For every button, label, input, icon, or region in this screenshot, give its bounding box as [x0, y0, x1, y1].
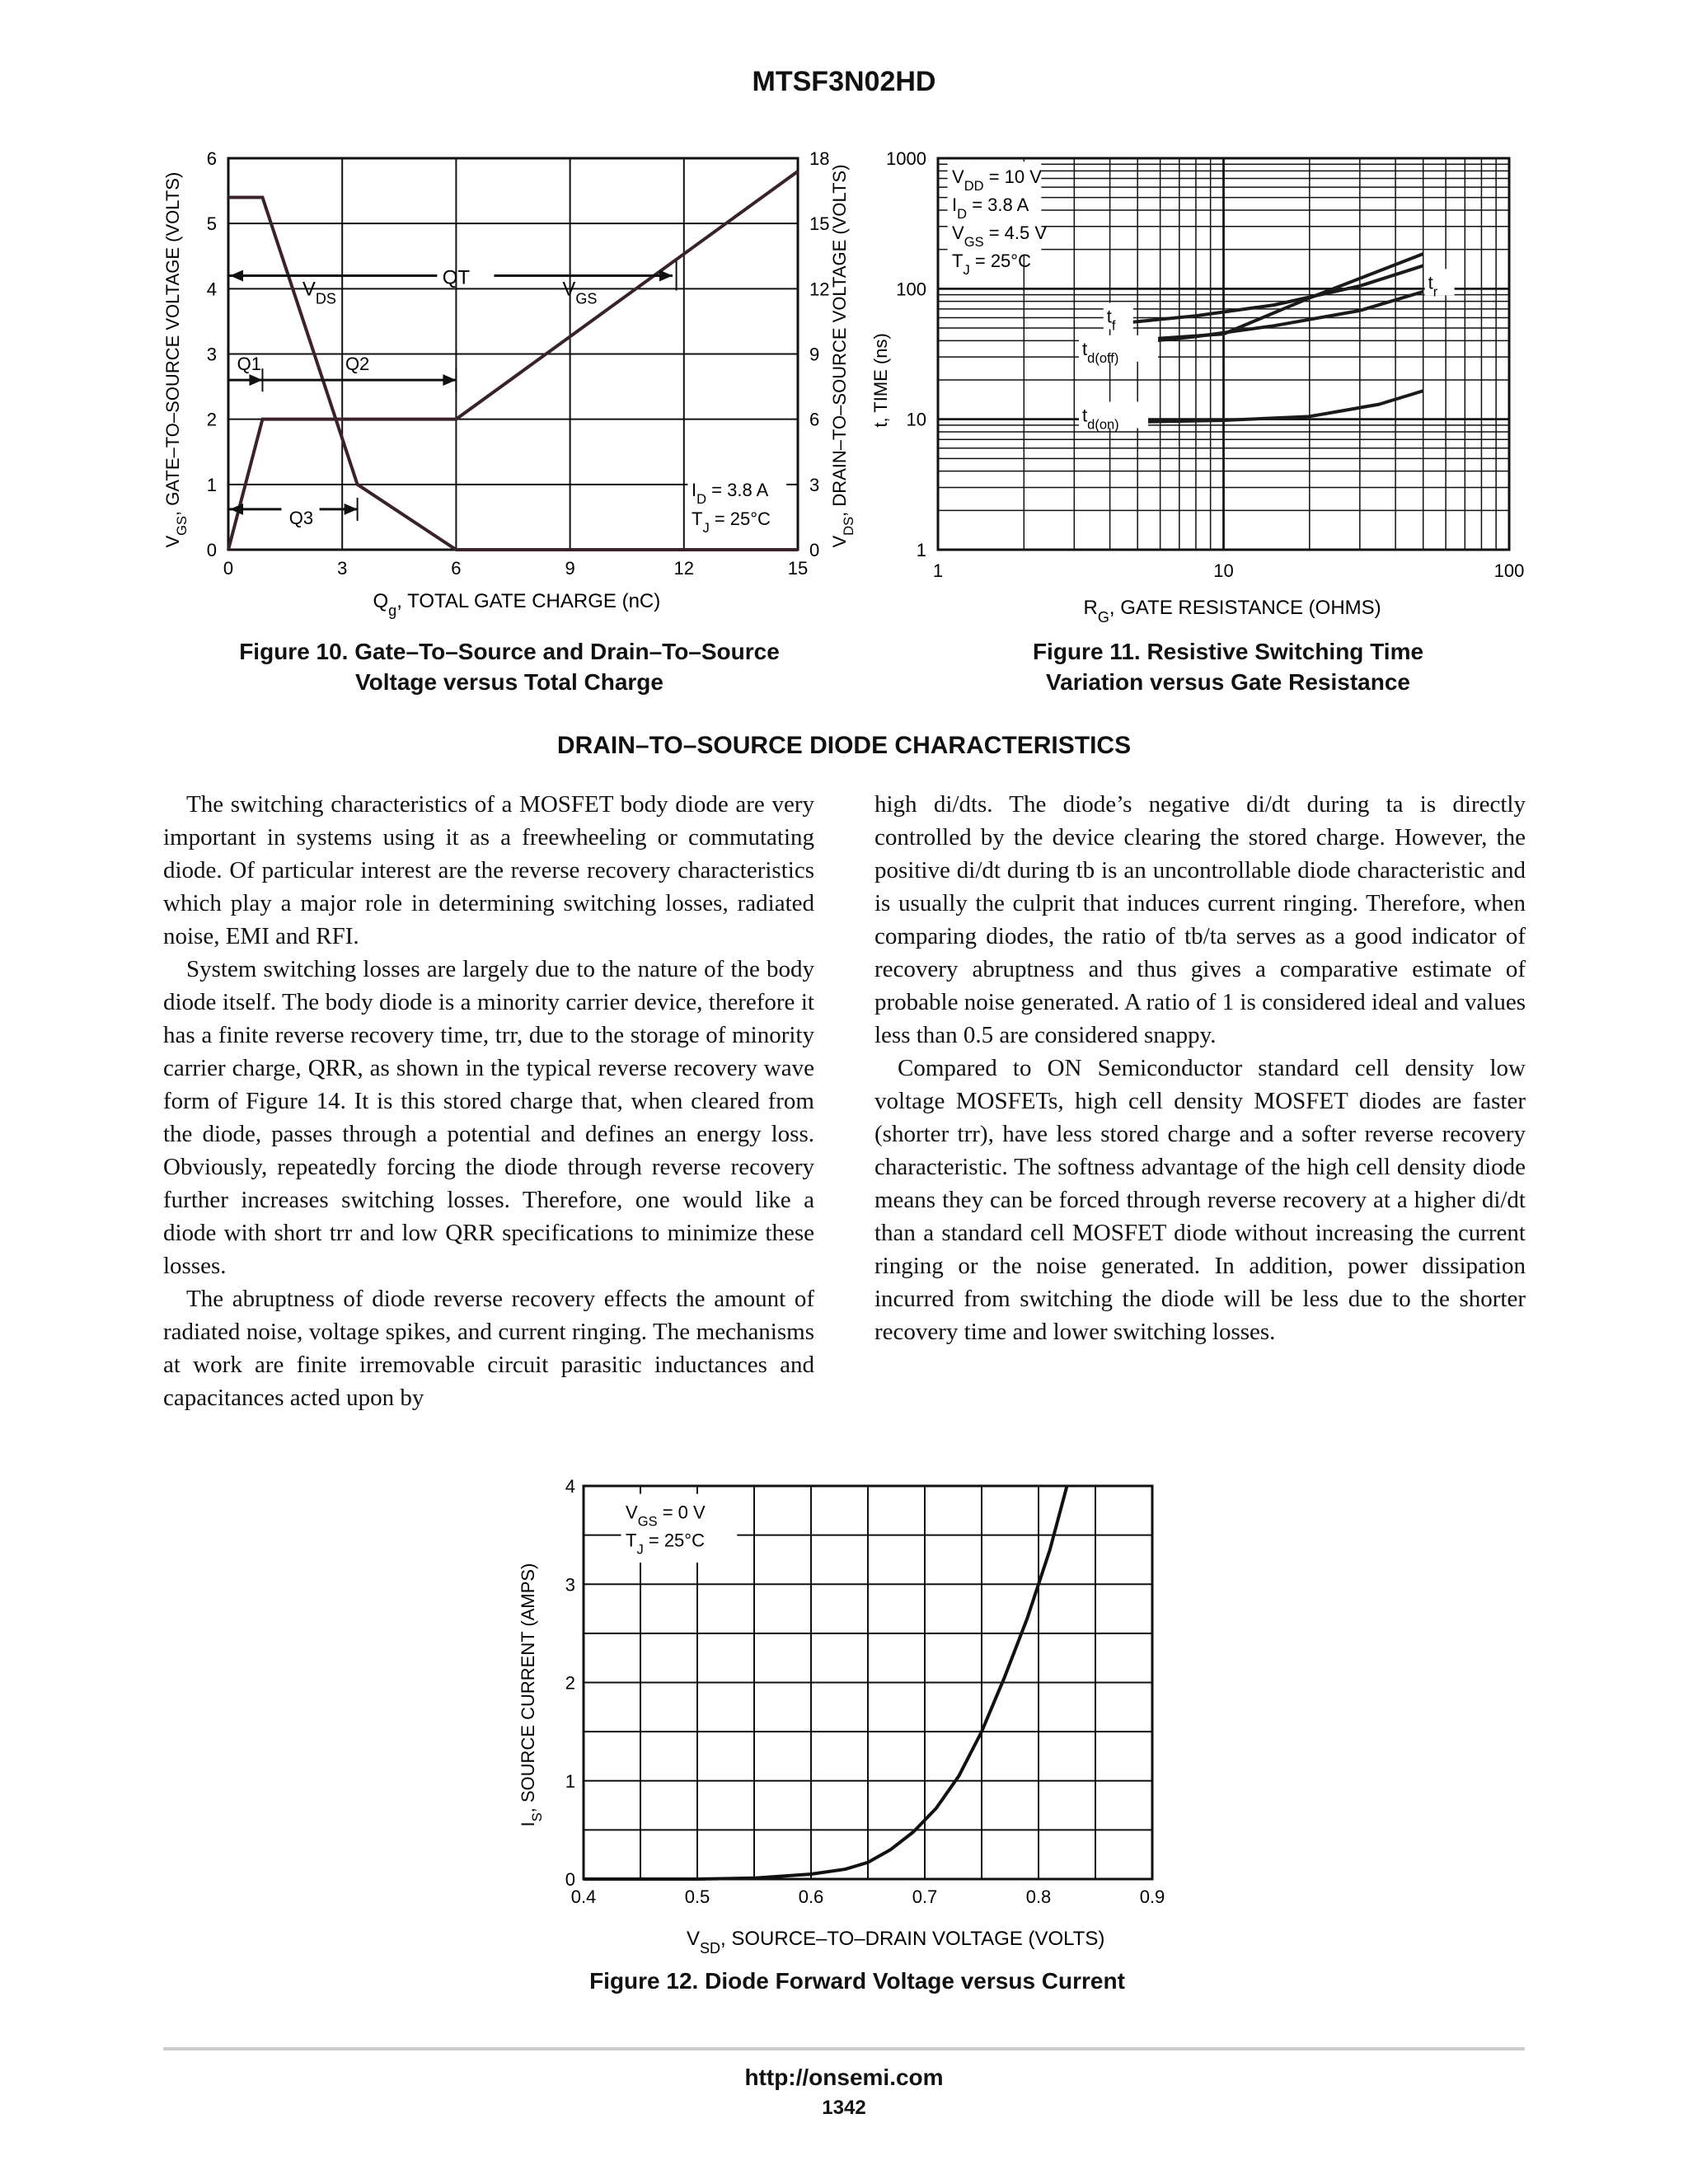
q1-label: Q1 — [237, 354, 262, 375]
condition-id: $I_D = 3.8$ A — [692, 480, 769, 508]
x-tick-label: 0.6 — [798, 1886, 824, 1907]
y-tick-label: 1000 — [886, 148, 926, 169]
paragraph: Compared to ON Semiconductor standard cell density low voltage MOSFETs, high cell density MOSFET diodes are faster (shorter trr), have less stored charge and a softer reverse recovery characteristic. The softness advantage of the high cell density diode means they can be forced through reverse recovery at a higher di/dt than a standard cell MOSFET diode without increasing the current ringing or the noise generated. In addition, power dissipation incurred from switching the diode will be less due to the shorter recovery time and lower switching losses. — [874, 1055, 1526, 1345]
y2-tick-label: 3 — [809, 474, 820, 495]
section-heading: DRAIN–TO–SOURCE DIODE CHARACTERISTICS — [556, 732, 1132, 759]
condition-line: $V_{GS} = 0$ V — [626, 1502, 706, 1530]
qt-arrowhead-right — [659, 270, 673, 282]
y-axis-label: t, TIME (ns) — [870, 333, 891, 428]
y-tick-label: 6 — [206, 148, 217, 169]
paragraph: The abruptness of diode reverse recovery effects the amount of radiated noise, voltage spikes, and current ringing. The mechanisms at work are finite irremovable circuit parasitic inductances and capacitances acted upon by — [163, 1286, 814, 1411]
x-tick-label: 1 — [932, 560, 944, 581]
body-left-column — [163, 788, 814, 1414]
y-tick-label: 1 — [206, 474, 217, 495]
y-tick-label: 3 — [206, 344, 217, 365]
y2-tick-label: 6 — [809, 409, 820, 430]
condition-tj: $T_J = 25^\circ C$ — [692, 508, 771, 536]
x-tick-label: 9 — [565, 558, 575, 579]
tdoff-label: $t_{d(off)}$ — [1082, 338, 1119, 366]
x-tick-label: 0 — [223, 558, 234, 579]
y-tick-label: 2 — [206, 409, 217, 430]
y-axis-label: $I_S$, SOURCE CURRENT (AMPS) — [518, 1563, 545, 1827]
y-tick-label: 5 — [206, 213, 217, 235]
y-tick-label: 1 — [565, 1770, 575, 1792]
figure-12-caption — [495, 1966, 1220, 1996]
vds-series-label: $V_{DS}$ — [302, 278, 336, 307]
x-axis-label: $Q_g$, TOTAL GATE CHARGE (nC) — [373, 590, 661, 619]
page-number: 1342 — [822, 2097, 866, 2119]
condition-line: $T_J = 25^\circ C$ — [952, 251, 1031, 278]
y-tick-label: 0 — [206, 540, 217, 560]
tdon-label: $t_{d(on)}$ — [1082, 405, 1119, 433]
y-tick-label: 10 — [906, 409, 926, 430]
q1-arrowhead — [249, 374, 262, 386]
vgs-series-label: $V_{GS}$ — [562, 278, 598, 307]
x-tick-label: 10 — [1213, 560, 1234, 581]
page-title: MTSF3N02HD — [752, 66, 936, 97]
y-axis-label-group — [518, 1563, 545, 1827]
paragraph: The switching characteristics of a MOSFET body diode are very important in systems using it as a freewheeling or commutating diode. Of particular interest are the reverse recovery characteristics which play a major role in determining switching losses, radiated noise, EMI and RFI. — [163, 791, 814, 949]
figure-11-chart — [870, 148, 1524, 626]
condition-line: $T_J = 25^\circ C$ — [626, 1530, 705, 1558]
tf-label: $t_f$ — [1106, 306, 1116, 334]
qt-label: QT — [442, 266, 471, 289]
q2-arrowhead — [443, 374, 456, 386]
condition-line: $V_{GS} = 4.5$ V — [952, 223, 1048, 250]
paragraph: high di/dts. The diode’s negative di/dt during ta is directly controlled by the device clearing the stored charge. However, the positive di/dt during tb is an uncontrollable diode characteristic and is usually the culprit that induces current ringing. Therefore, when comparing diodes, the ratio of tb/ta serves as a good indicator of recovery abruptness and thus gives a comparative estimate of probable noise generated. A ratio of 1 is considered ideal and values less than 0.5 are considered snappy. — [874, 791, 1526, 1048]
figure-10-caption-text: Figure 10. Gate–To–Source and Drain–To–Source Voltage versus Total Charge — [239, 639, 780, 695]
x-tick-label: 0.4 — [570, 1886, 597, 1907]
x-tick-label: 0.7 — [912, 1886, 938, 1907]
figure-12-chart — [518, 1476, 1165, 1957]
figure-12-caption-text: Figure 12. Diode Forward Voltage versus Current — [589, 1968, 1125, 1994]
y-tick-label: 2 — [565, 1672, 575, 1694]
x-axis-label: $V_{SD}$, SOURCE–TO–DRAIN VOLTAGE (VOLTS) — [687, 1928, 1105, 1957]
paragraph: System switching losses are largely due to the nature of the body diode itself. The body diode is a minority carrier device, therefore it has a finite reverse recovery time, trr, due to the storage of minority carrier charge, QRR, as shown in the typical reverse recovery wave form of Figure 14. It is this stored charge that, when cleared from the diode, passes through a potential and defines an energy loss. Obviously, repeatedly forcing the diode through reverse recovery further increases switching losses. Therefore, one would like a diode with short trr and low QRR specifications to minimize these losses. — [163, 956, 814, 1279]
q3-label: Q3 — [288, 507, 314, 528]
condition-line: $I_D = 3.8$ A — [952, 194, 1029, 222]
footer-divider — [163, 2047, 1525, 2050]
x-tick-label: 6 — [451, 558, 462, 579]
figure-11-caption — [1022, 636, 1434, 697]
y-axis-label: $V_{GS}$, GATE–TO–SOURCE VOLTAGE (VOLTS) — [162, 171, 190, 548]
x-tick-label: 100 — [1493, 560, 1525, 581]
q2-label: Q2 — [345, 354, 370, 375]
x-axis-label: $R_G$, GATE RESISTANCE (OHMS) — [1083, 597, 1381, 626]
x-tick-label: 0.9 — [1139, 1886, 1165, 1907]
x-tick-label: 15 — [787, 558, 809, 579]
body-right-column — [874, 788, 1526, 1348]
y-tick-label: 1 — [916, 540, 926, 560]
y-tick-label: 100 — [896, 279, 926, 300]
figure-11-caption-text: Figure 11. Resistive Switching Time Variation versus Gate Resistance — [1032, 639, 1424, 695]
x-tick-label: 0.8 — [1025, 1886, 1052, 1907]
x-tick-label: 3 — [337, 558, 348, 579]
tr-label: $t_r$ — [1428, 272, 1438, 300]
y-tick-label: 4 — [206, 279, 217, 300]
y-tick-label: 4 — [565, 1476, 575, 1497]
condition-line: $V_{DD} = 10$ V — [952, 166, 1042, 194]
y-axis-label-group — [162, 172, 190, 548]
x-tick-label: 12 — [673, 558, 695, 579]
footer-link[interactable]: http://onsemi.com — [744, 2064, 944, 2090]
y2-tick-label: 0 — [809, 540, 820, 560]
y-tick-label: 3 — [565, 1574, 575, 1596]
y2-axis-label-group — [829, 164, 856, 547]
y-tick-label: 0 — [565, 1869, 575, 1890]
y2-tick-label: 12 — [809, 279, 830, 300]
qt-arrowhead-left — [230, 270, 243, 282]
figure-10-chart — [162, 148, 856, 619]
y2-tick-label: 18 — [809, 148, 830, 169]
x-tick-label: 0.5 — [684, 1886, 710, 1907]
figure-10-caption — [204, 636, 814, 697]
q3-arrowhead-right — [345, 504, 358, 515]
y2-tick-label: 9 — [809, 344, 820, 365]
series-tdon — [1128, 391, 1423, 422]
y2-axis-label: $V_{DS}$, DRAIN–TO–SOURCE VOLTAGE (VOLTS) — [829, 164, 856, 548]
y2-tick-label: 15 — [809, 213, 830, 235]
